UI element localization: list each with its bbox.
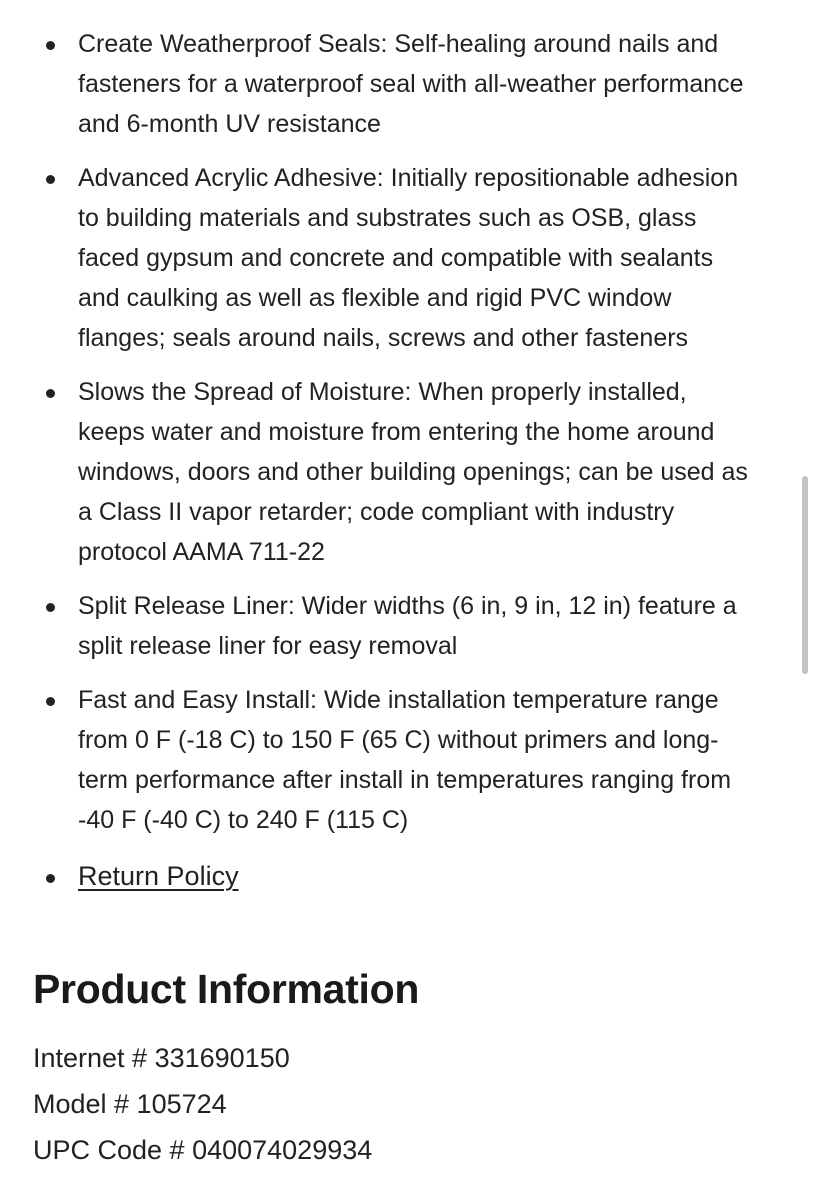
feature-item	[0, 24, 760, 144]
scrollbar-thumb[interactable]	[802, 476, 808, 674]
upc-code: UPC Code # 040074029934	[33, 1135, 373, 1165]
bullet-icon	[46, 603, 55, 612]
feature-text: Slows the Spread of Moisture: When properly installed, keeps water and moisture from entering the home around windows, doors and other building openings; can be used as a Class II vapor retarder; code compliant with industry protocol AAMA 711-22	[78, 378, 748, 566]
feature-text: Fast and Easy Install: Wide installation temperature range from 0 F (-18 C) to 150 F (65 C) without primers and long-term performance after install in temperatures ranging from -40 F (-40 C) to 240 F (115 C)	[78, 686, 732, 834]
bullet-icon	[46, 874, 55, 883]
internet-number: Internet # 331690150	[33, 1043, 290, 1073]
feature-item	[0, 680, 760, 840]
feature-item	[0, 372, 760, 572]
feature-list	[0, 24, 760, 910]
product-information-list	[33, 1035, 372, 1173]
bullet-icon	[46, 41, 55, 50]
feature-item	[0, 158, 760, 358]
feature-text: Advanced Acrylic Adhesive: Initially repositionable adhesion to building materials and substrates such as OSB, glass faced gypsum and concrete and compatible with sealants and caulking as well as flexible and rigid PVC window flanges; seals around nails, screws and other fasteners	[78, 164, 739, 352]
return-policy-link[interactable]: Return Policy	[78, 861, 239, 891]
bullet-icon	[46, 389, 55, 398]
bullet-icon	[46, 175, 55, 184]
feature-text: Create Weatherproof Seals: Self-healing around nails and fasteners for a waterproof seal with all-weather performance and 6-month UV resistance	[78, 30, 744, 138]
feature-text: Split Release Liner: Wider widths (6 in, 9 in, 12 in) feature a split release liner for easy removal	[78, 592, 737, 660]
feature-item	[0, 586, 760, 666]
model-number: Model # 105724	[33, 1089, 227, 1119]
return-policy-item	[0, 856, 760, 896]
bullet-icon	[46, 697, 55, 706]
product-information-heading: Product Information	[33, 966, 420, 1012]
